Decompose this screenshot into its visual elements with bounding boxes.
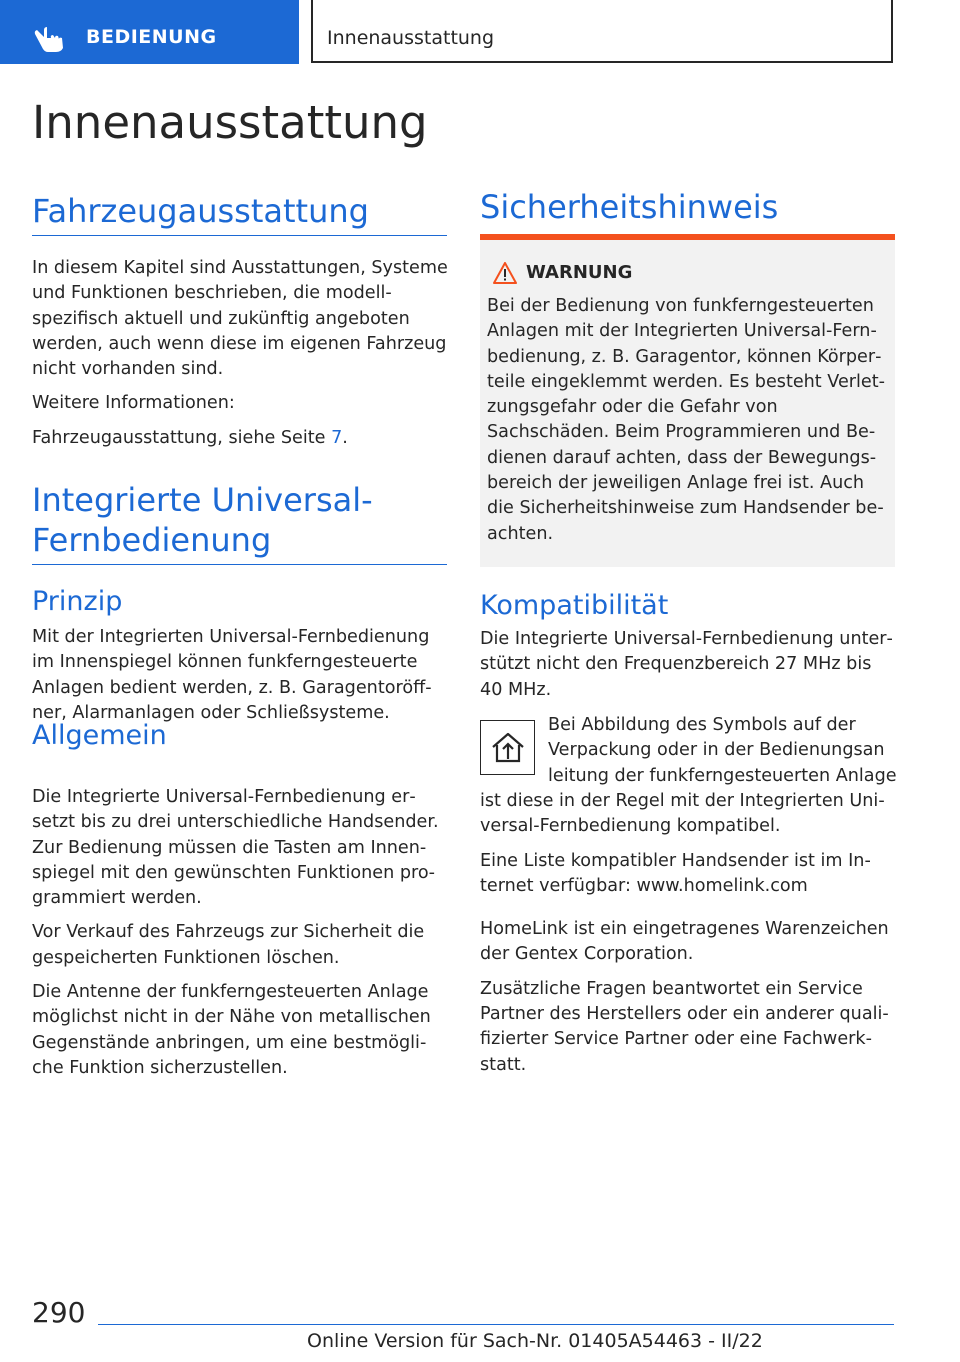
- homelink-symbol: [480, 720, 535, 775]
- kompat-p2-line1: Bei Abbildung des Symbols auf der: [548, 715, 856, 735]
- footer-rule: [98, 1324, 894, 1325]
- house-with-arrow-icon: [488, 730, 528, 766]
- fahrzeug-text: [32, 256, 450, 460]
- fahrzeug-p3: [32, 426, 450, 451]
- kompat-text-2-indented: [548, 713, 898, 789]
- section-label: BEDIENUNG: [86, 26, 217, 48]
- allgemein-p3: Die Antenne der funkferngesteuerten Anlage möglichst nicht in der Nähe von metallischen Gegenstände anbringen, um eine bestmögliche Funktion sicherzustellen.: [32, 982, 431, 1078]
- kompat-text-1: [480, 627, 898, 712]
- kompat-p1: Die Integrierte Universal-Fernbedienung unterstützt nicht den Frequenzbereich 27 MHz bis 40 MHz.: [480, 629, 893, 700]
- kompat-p4: HomeLink ist ein eingetragenes Warenzeichen der Gentex Corporation.: [480, 919, 889, 965]
- prinzip-text: [32, 625, 450, 735]
- warning-bar: [480, 234, 895, 240]
- warning-triangle-icon: [493, 262, 517, 284]
- allgemein-p2: Vor Verkauf des Fahrzeugs zur Sicherheit die gespeicherten Funktionen löschen.: [32, 922, 425, 968]
- kompat-p3: Eine Liste kompatibler Handsender ist im Internet verfügbar: www.homelink.com: [480, 850, 871, 896]
- online-version-note: Online Version für Sach-Nr. 01405A54463 - II/22: [307, 1330, 763, 1352]
- heading-prinzip: Prinzip: [32, 586, 123, 617]
- heading-kompatibilitaet: Kompatibilität: [480, 590, 669, 621]
- heading-rule: [32, 235, 447, 236]
- chapter-box: [311, 0, 893, 63]
- fahrzeug-p1: In diesem Kapitel sind Ausstattungen, Systeme und Funktionen beschrieben, die modellspezifisch aktuell und zukünftig angeboten werden, auch wenn diese im eigenen Fahrzeug nicht vorhanden sind.: [32, 258, 448, 380]
- kompat-p2-line2: Verpackung oder in der Bedienungsan: [548, 740, 885, 761]
- pointing-hand-icon: [34, 22, 68, 52]
- fahrzeug-p2: Weitere Informationen:: [32, 393, 235, 414]
- kompat-p2-rest: ist diese in der Regel mit der Integrierten Universal-Fernbedienung kompatibel.: [480, 791, 885, 837]
- page-link[interactable]: 7: [331, 427, 343, 448]
- allgemein-p1: Die Integrierte Universal-Fernbedienung ersetzt bis zu drei unterschiedliche Handsender. Zur Bedienung müssen die Tasten am Innenspiegel mit den gewünschten Funktionen programmiert werden.: [32, 787, 439, 909]
- fahrzeug-p3-end: .: [342, 427, 348, 448]
- kompat-text-3: [480, 789, 898, 1087]
- kompat-p2-line3: leitung der funkferngesteuerten Anlage: [548, 765, 897, 786]
- heading-fahrzeugausstattung: Fahrzeugausstattung: [32, 192, 369, 230]
- page-title: Innenausstattung: [32, 96, 428, 149]
- section-tab: [0, 0, 299, 64]
- heading-sicherheitshinweis: Sicherheitshinweis: [480, 188, 779, 226]
- heading-integrierte-fernbedienung: [32, 480, 373, 560]
- chapter-label: Innenausstattung: [327, 27, 495, 49]
- warning-text: [487, 294, 891, 556]
- heading-line-1: Integrierte Universal-: [32, 481, 373, 519]
- heading-allgemein: Allgemein: [32, 720, 167, 751]
- prinzip-p1: Mit der Integrierten Universal-Fernbedienung im Innenspiegel können funkferngesteuerte Anlagen bedient werden, z. B. Garagentoröffner, Alarmanlagen oder Schließsysteme.: [32, 627, 432, 723]
- warning-text-p: Bei der Bedienung von funkferngesteuerten Anlagen mit der Integrierten Universal-Fernbedienung, z. B. Garagentor, können Körperteile eingeklemmt werden. Es besteht Verletzungsgefahr oder die Gefahr von Sachschäden. Beim Programmieren und Bedienen darauf achten, dass der Bewegungsbereich der jeweiligen Anlage frei ist. Auch die Sicherheitshinweise zum Handsender beachten.: [487, 296, 886, 544]
- heading-rule: [32, 564, 447, 565]
- kompat-p5: Zusätzliche Fragen beantwortet ein Service Partner des Herstellers oder ein anderer qualifizierter Service Partner oder eine Fachwerkstatt.: [480, 978, 889, 1075]
- allgemein-text: [32, 785, 450, 1090]
- page-number: 290: [32, 1296, 86, 1329]
- heading-line-2: Fernbedienung: [32, 521, 272, 559]
- fahrzeug-p3-text: Fahrzeugausstattung, siehe Seite: [32, 427, 332, 448]
- warning-title: WARNUNG: [526, 262, 633, 283]
